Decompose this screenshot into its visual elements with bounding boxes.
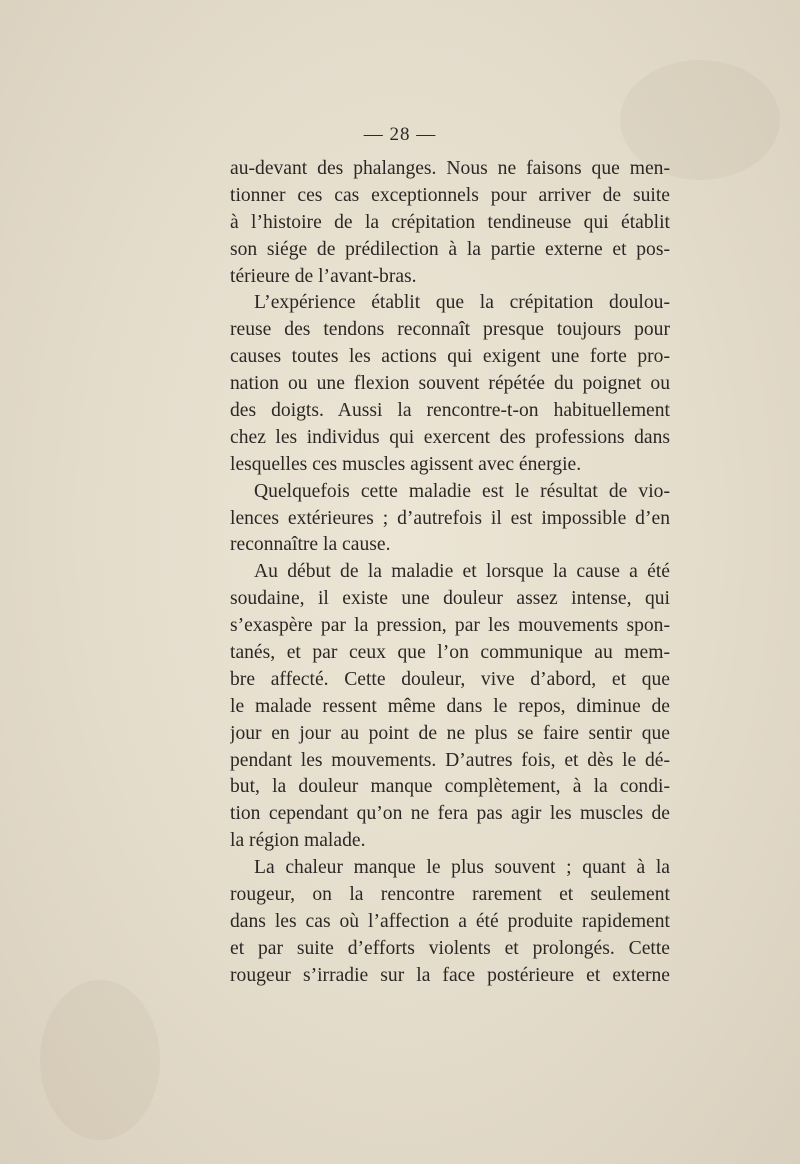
text-line: reconnaître la cause.: [230, 534, 391, 556]
text-line: bre affecté. Cette douleur, vive d’abord, et que: [230, 668, 670, 690]
text-line: lesquelles ces muscles agissent avec énergie.: [230, 453, 582, 475]
text-line: La chaleur manque le plus souvent ; quant à la: [254, 857, 670, 879]
page-number: — 28 —: [363, 124, 437, 145]
text-line: des doigts. Aussi la rencontre-t-on habituellement: [230, 400, 670, 422]
text-line: térieure de l’avant-bras.: [230, 265, 417, 287]
text-line: au-devant des phalanges. Nous ne faisons que men-: [230, 158, 670, 179]
text-line: reuse des tendons reconnaît presque toujours pour: [230, 319, 670, 341]
text-line: chez les individus qui exercent des professions dans: [230, 426, 670, 448]
text-line: son siége de prédilection à la partie externe et pos-: [230, 238, 670, 260]
text-line: L’expérience établit que la crépitation doulou-: [254, 292, 670, 314]
text-line: Quelquefois cette maladie est le résultat de vio-: [254, 480, 670, 502]
text-line: Au début de la maladie et lorsque la cause a été: [254, 561, 670, 583]
text-line: tanés, et par ceux que l’on communique au mem-: [230, 642, 670, 664]
text-line: et par suite d’efforts violents et prolongés. Cette: [230, 937, 670, 959]
text-line: but, la douleur manque complètement, à la condi-: [230, 776, 670, 798]
text-line: tionner ces cas exceptionnels pour arriver de suite: [230, 184, 670, 206]
text-line: nation ou une flexion souvent répétée du poignet ou: [230, 373, 670, 395]
text-line: jour en jour au point de ne plus se faire sentir que: [230, 722, 670, 744]
body-text: [230, 156, 670, 990]
text-line: à l’histoire de la crépitation tendineuse qui établit: [230, 211, 670, 233]
paper-stain: [40, 980, 160, 1140]
text-line: pendant les mouvements. D’autres fois, et dès le dé-: [230, 749, 670, 771]
text-line: dans les cas où l’affection a été produite rapidement: [230, 910, 670, 932]
text-line: la région malade.: [230, 830, 366, 852]
text-line: le malade ressent même dans le repos, diminue de: [230, 695, 670, 717]
text-line: s’exaspère par la pression, par les mouvements spon-: [230, 615, 670, 637]
text-line: rougeur, on la rencontre rarement et seulement: [230, 884, 670, 906]
text-line: tion cependant qu’on ne fera pas agir les muscles de: [230, 803, 670, 825]
text-line: causes toutes les actions qui exigent une forte pro-: [230, 346, 670, 368]
text-line: lences extérieures ; d’autrefois il est impossible d’en: [230, 507, 670, 529]
text-line: soudaine, il existe une douleur assez intense, qui: [230, 588, 670, 610]
text-line: rougeur s’irradie sur la face postérieure et externe: [230, 964, 670, 986]
